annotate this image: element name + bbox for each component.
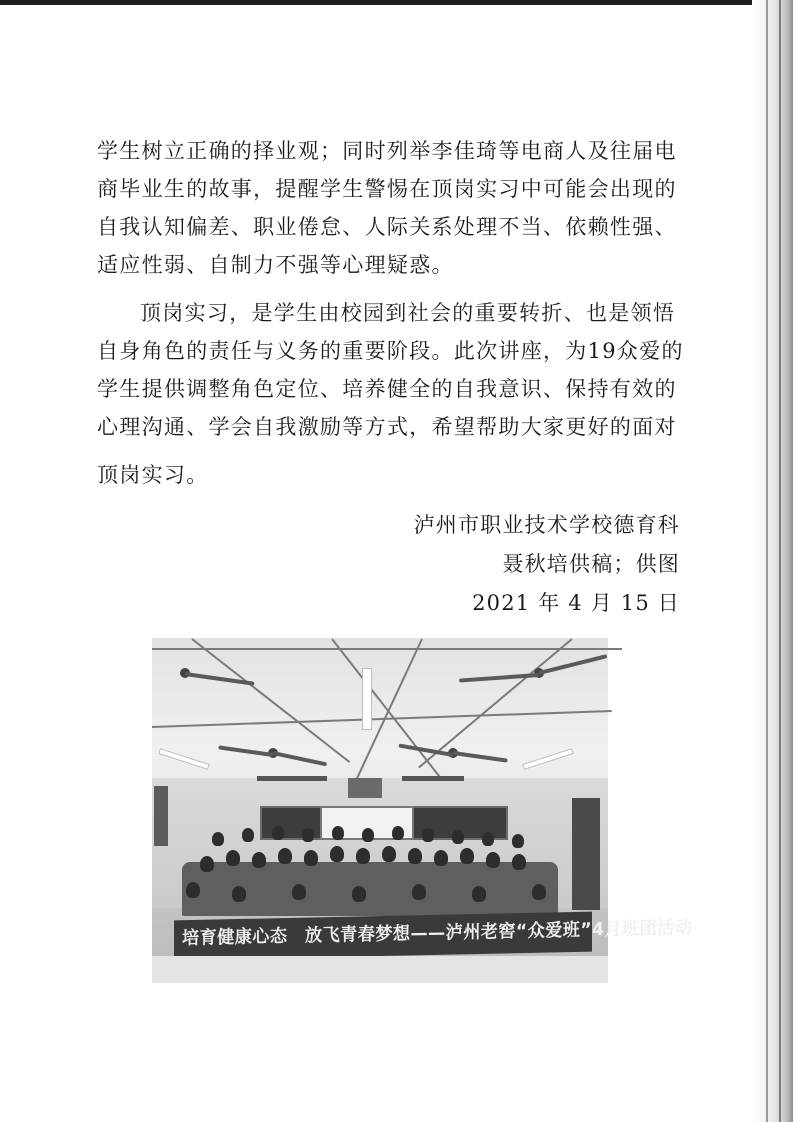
banner-text: 培育健康心态 放飞青春梦想——泸州老窖“众爱班”4月班团活动 [182, 917, 693, 949]
paragraph-line: 商毕业生的故事，提醒学生警惕在顶岗实习中可能会出现的 [97, 177, 677, 201]
student-head [242, 828, 254, 842]
student-head [532, 884, 546, 900]
student-head [186, 882, 200, 898]
student-head [472, 886, 486, 902]
student-head [392, 826, 404, 840]
student-head [422, 828, 434, 842]
student-head [362, 828, 374, 842]
signature-date: 2021 年 4 月 15 日 [472, 591, 680, 615]
page-edge-line [766, 0, 768, 1122]
student-head [302, 828, 314, 842]
paragraph-line: 顶岗实习。 [97, 463, 209, 487]
student-head [352, 886, 366, 902]
student-head [460, 848, 474, 864]
wall-sign [348, 778, 382, 798]
scan-top-border [0, 0, 793, 5]
student-head [292, 884, 306, 900]
signature-author: 聂秋培供稿；供图 [502, 552, 680, 576]
student-head [304, 850, 318, 866]
student-head [434, 850, 448, 866]
student-head [482, 832, 494, 846]
student-head [332, 826, 344, 840]
student-head [412, 884, 426, 900]
student-head [452, 830, 464, 844]
page-edge-line [779, 0, 781, 1122]
wall-sign [402, 776, 464, 781]
student-head [212, 832, 224, 846]
student-head [356, 848, 370, 864]
ceiling-lamp [362, 668, 372, 730]
student-head [200, 856, 214, 872]
wall-poster [154, 786, 168, 846]
page-edge-shadow [752, 0, 793, 1122]
paragraph-line: 学生树立正确的择业观；同时列举李佳琦等电商人及往届电 [97, 139, 677, 163]
paragraph-line: 自我认知偏差、职业倦怠、人际关系处理不当、依赖性强、 [97, 215, 677, 239]
student-head [512, 854, 526, 870]
student-head [330, 846, 344, 862]
paragraph-line: 心理沟通、学会自我激励等方式，希望帮助大家更好的面对 [97, 415, 677, 439]
paragraph-line: 自身角色的责任与义务的重要阶段。此次讲座，为19众爱的 [97, 339, 684, 363]
signature-org: 泸州市职业技术学校德育科 [413, 513, 680, 537]
classroom-floor [152, 956, 608, 983]
paragraph-line: 适应性弱、自制力不强等心理疑惑。 [97, 253, 454, 277]
paragraph-line: 顶岗实习，是学生由校园到社会的重要转折、也是领悟 [140, 301, 676, 325]
student-head [512, 834, 524, 848]
ceiling-beam [152, 648, 622, 650]
classroom-door [572, 798, 600, 910]
student-head [252, 852, 266, 868]
student-head [486, 852, 500, 868]
student-group [182, 826, 558, 916]
student-head [278, 848, 292, 864]
student-head [408, 848, 422, 864]
paragraph-line: 学生提供调整角色定位、培养健全的自我意识、保持有效的 [97, 377, 677, 401]
wall-sign [257, 776, 327, 781]
student-head [226, 850, 240, 866]
student-head [382, 846, 396, 862]
student-head [232, 886, 246, 902]
student-head [272, 826, 284, 840]
group-photo [152, 638, 693, 983]
